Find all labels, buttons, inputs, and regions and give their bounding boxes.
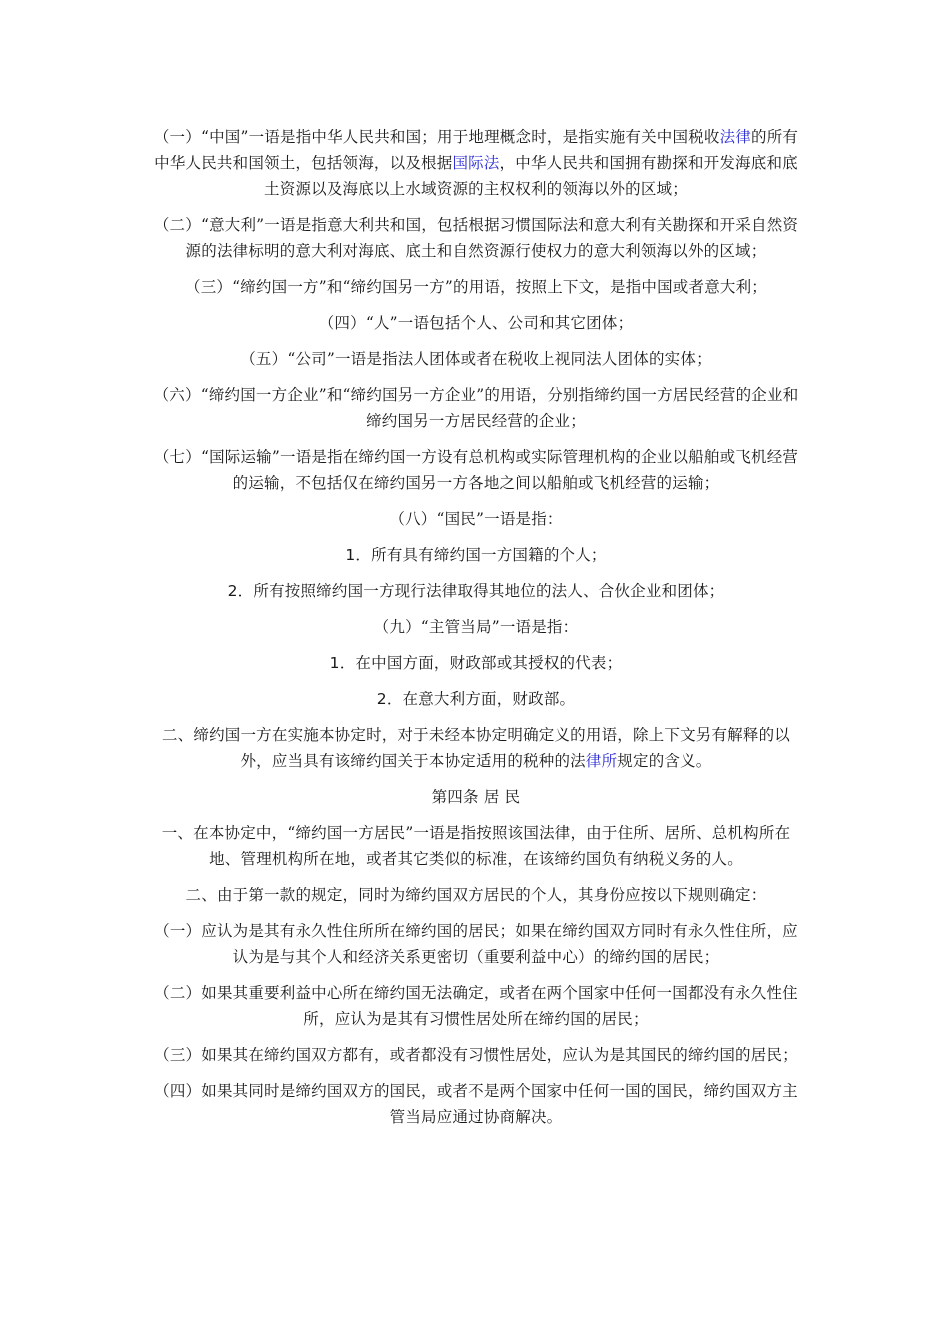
rule-mutual-agreement: （四）如果其同时是缔约国双方的国民，或者不是两个国家中任何一国的国民，缔约国双方主管当局应通过协商解决。	[154, 1082, 798, 1126]
text-segment: 规定的含义。	[617, 752, 712, 770]
item-text: 在意大利方面，财政部。	[402, 690, 576, 708]
definition-national: （八）“国民”一语是指：	[389, 510, 563, 528]
rule-permanent-home: （一）应认为是其有永久性住所所在缔约国的居民；如果在缔约国双方同时有永久性住所，应认为是与其个人和经济关系更密切（重要利益中心）的缔约国的居民；	[154, 922, 798, 966]
resident-definition: 一、在本协定中，“缔约国一方居民”一语是指按照该国法律，由于住所、居所、总机构所在地、管理机构所在地，或者其它类似的标准，在该缔约国负有纳税义务的人。	[161, 824, 791, 868]
article-title: 第四条 居 民	[431, 788, 521, 806]
definition-competent-authority: （九）“主管当局”一语是指：	[373, 618, 579, 636]
link-law[interactable]: 法律	[719, 128, 752, 146]
item-text: 在中国方面，财政部或其授权的代表；	[355, 654, 623, 672]
definition-international-traffic: （七）“国际运输”一语是指在缔约国一方设有总机构或实际管理机构的企业以船舶或飞机经营的运输，不包括仅在缔约国另一方各地之间以船舶或飞机经营的运输；	[153, 448, 799, 492]
dual-resident-rule: 二、由于第一款的规定，同时为缔约国双方居民的个人，其身份应按以下规则确定：	[185, 886, 767, 904]
rule-habitual-abode: （二）如果其重要利益中心所在缔约国无法确定，或者在两个国家中任何一国都没有永久性住所，应认为是其有习惯性居处所在缔约国的居民；	[154, 984, 798, 1028]
definition-person: （四）“人”一语包括个人、公司和其它团体；	[318, 314, 634, 332]
item-number: 1．	[345, 546, 372, 564]
item-number: 2．	[376, 690, 403, 708]
document-page	[148, 124, 804, 1140]
definition-china	[148, 124, 804, 202]
item-number: 2．	[227, 582, 254, 600]
item-text: 所有具有缔约国一方国籍的个人；	[371, 546, 607, 564]
link-law-provisions[interactable]: 律所	[585, 752, 618, 770]
authority-item-2	[148, 686, 804, 712]
definition-contracting-state: （三）“缔约国一方”和“缔约国另一方”的用语，按照上下文，是指中国或者意大利；	[185, 278, 767, 296]
definition-enterprise: （六）“缔约国一方企业”和“缔约国另一方企业”的用语，分别指缔约国一方居民经营的企业和缔约国另一方居民经营的企业；	[153, 386, 799, 430]
national-item-2	[148, 578, 804, 604]
text-segment: 二、缔约国一方在实施本协定时，对于未经本协定明确定义的用语，除上下文另有解释的以外，应当具有该缔约国关于本协定适用的税种的法	[161, 726, 790, 770]
definition-italy: （二）“意大利”一语是指意大利共和国，包括根据习惯国际法和意大利有关勘探和开采自然资源的法律标明的意大利对海底、底土和自然资源行使权力的意大利领海以外的区域；	[153, 216, 799, 260]
text-segment: ，中华人民共和国拥有勘探和开发海底和底土资源以及海底以上水域资源的主权权利的领海以外的区域；	[264, 154, 798, 198]
rule-nationality: （三）如果其在缔约国双方都有，或者都没有习惯性居处，应认为是其国民的缔约国的居民；	[154, 1046, 798, 1064]
national-item-1	[148, 542, 804, 568]
authority-item-1	[148, 650, 804, 676]
item-text: 所有按照缔约国一方现行法律取得其地位的法人、合伙企业和团体；	[253, 582, 725, 600]
undefined-terms-clause	[148, 722, 804, 774]
definition-company: （五）“公司”一语是指法人团体或者在税收上视同法人团体的实体；	[240, 350, 712, 368]
text-segment: （一）“中国”一语是指中华人民共和国；用于地理概念时，是指实施有关中国税收	[153, 128, 720, 146]
text-segment: 的所有中华人民共和国领土，包括领海，以及根据	[154, 128, 799, 172]
link-international-law[interactable]: 国际法	[452, 154, 500, 172]
item-number: 1．	[329, 654, 356, 672]
